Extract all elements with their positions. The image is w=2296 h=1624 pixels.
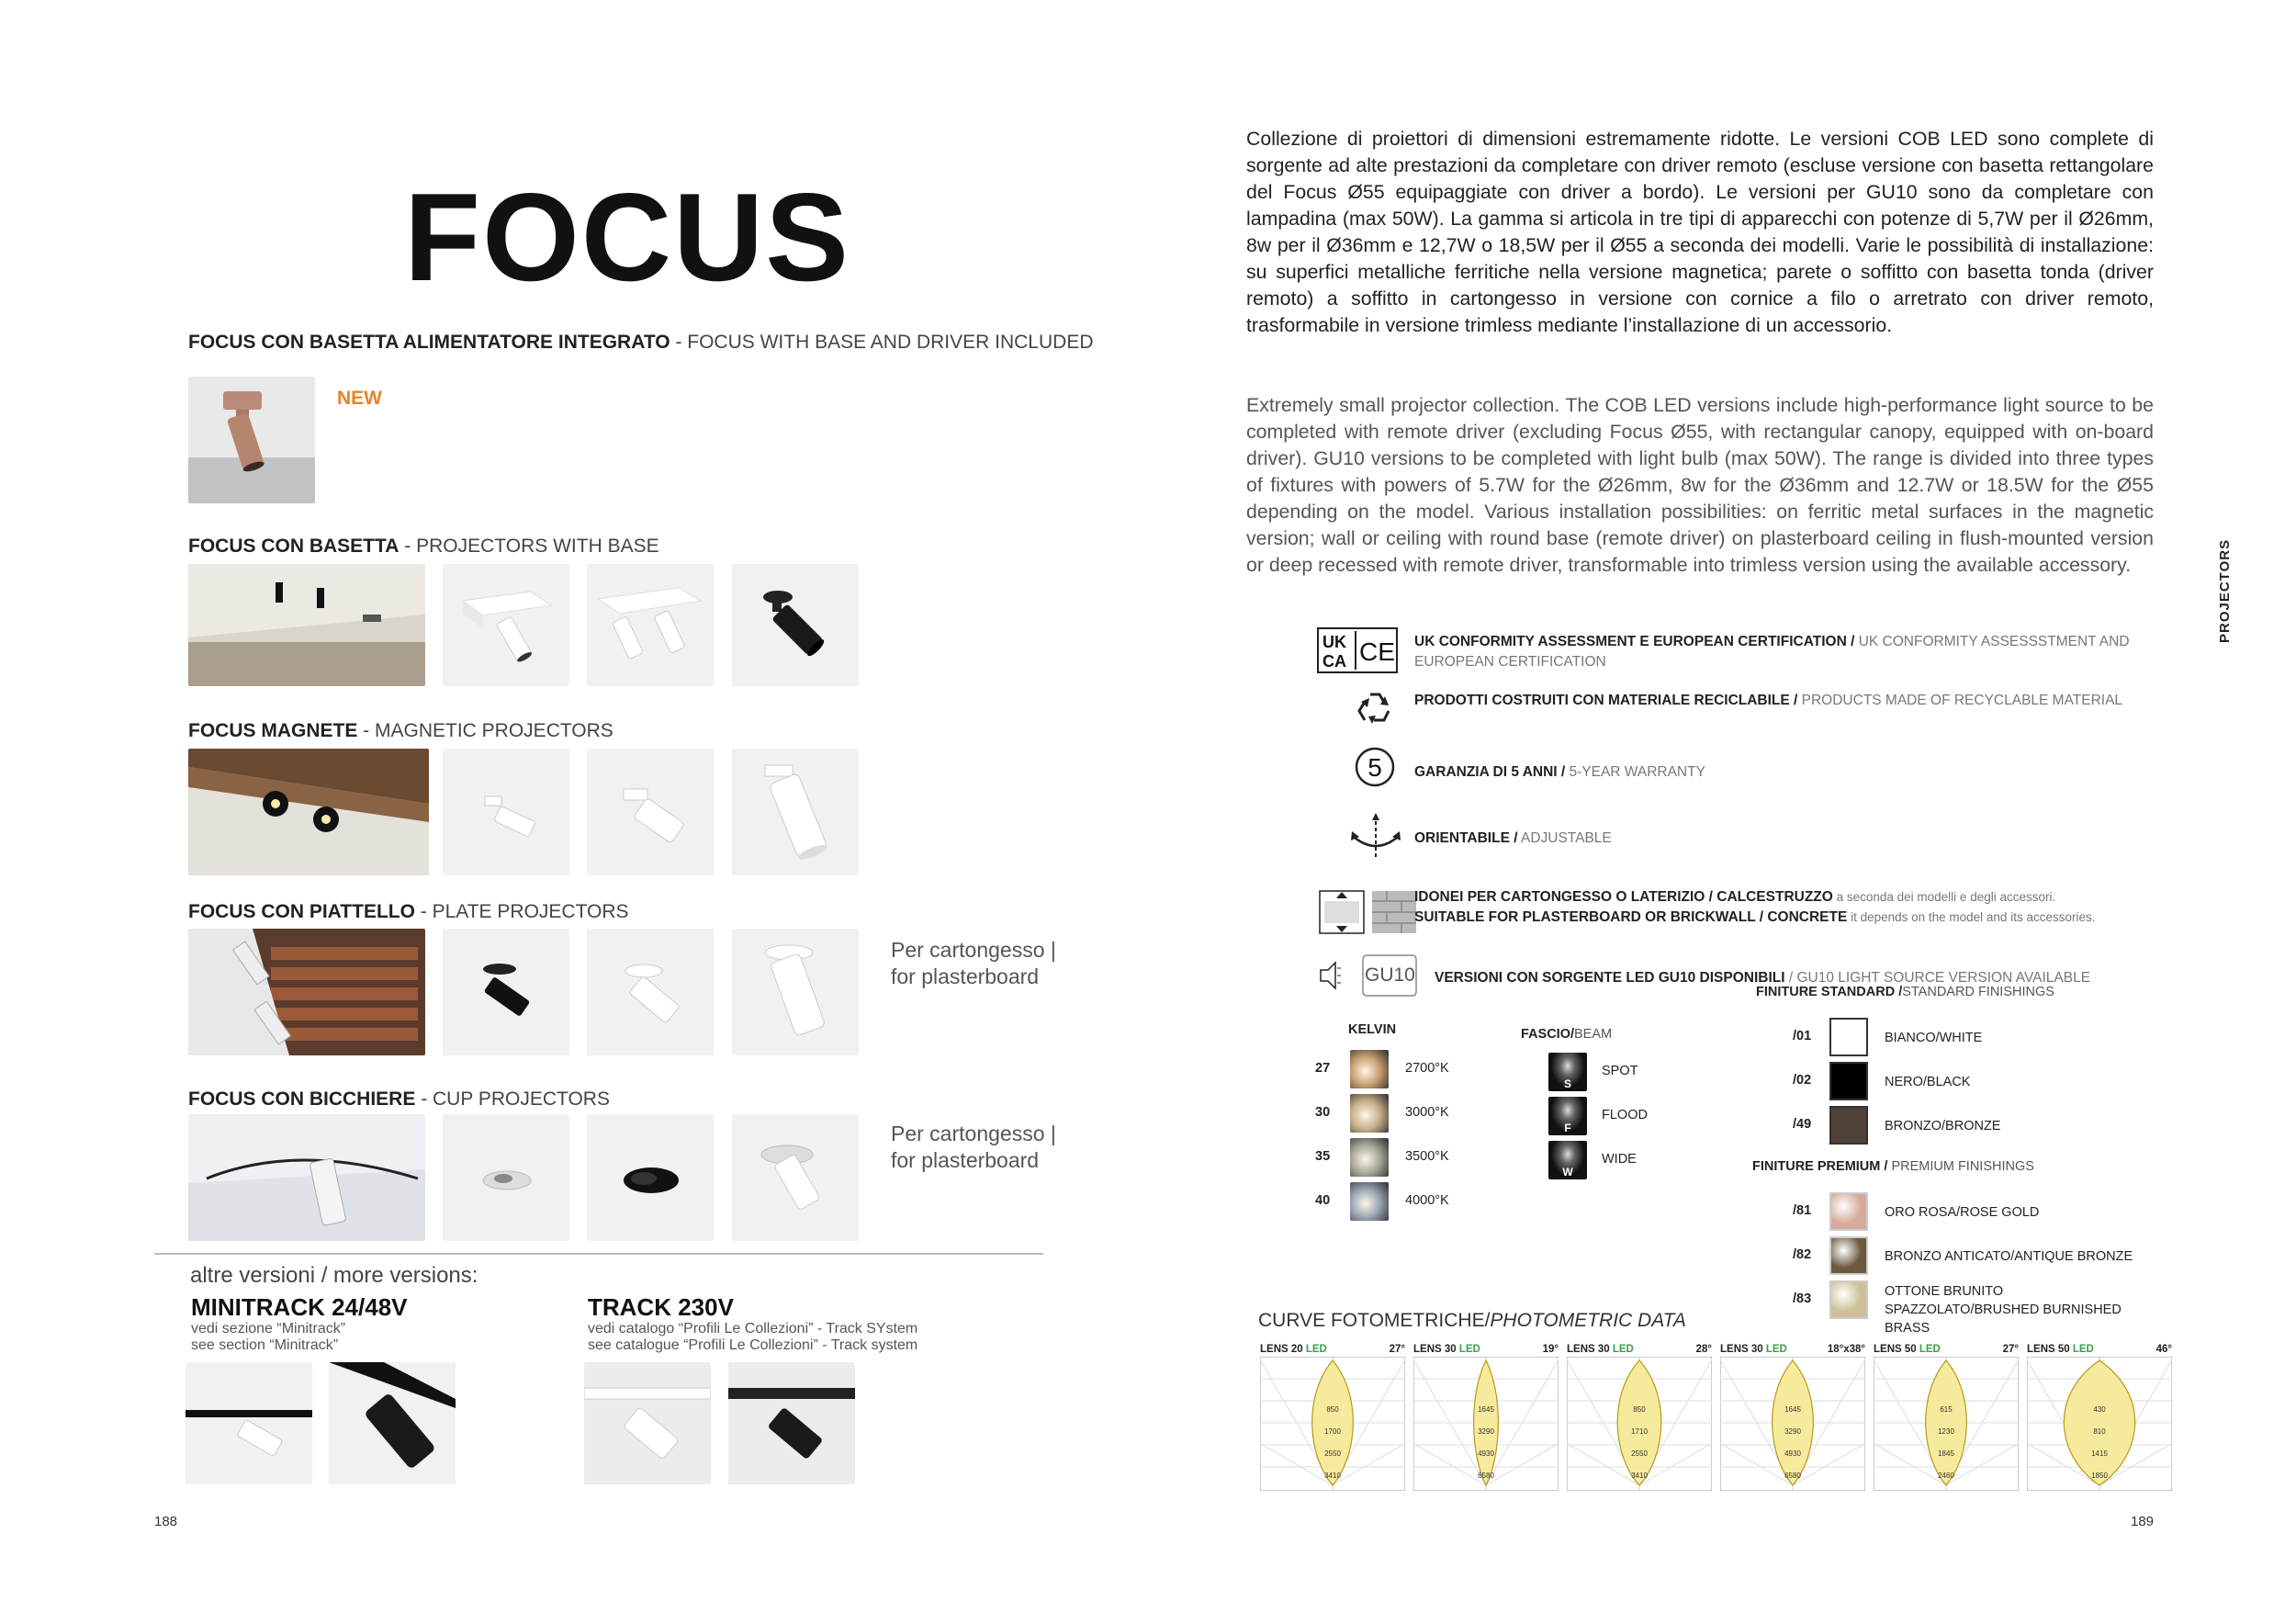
photometric-curve: [1567, 1344, 1712, 1491]
svg-text:CE: CE: [1359, 637, 1395, 666]
curve-header: [1874, 1344, 2019, 1357]
track-ref-en: see catalogue “Profili Le Collezioni” - Track system: [588, 1337, 918, 1353]
curve-plot: [1413, 1357, 1559, 1491]
curve-led: LED: [1458, 1344, 1480, 1355]
finish-label: ORO ROSA/ROSE GOLD: [1885, 1205, 2040, 1220]
premium-finishes-title: FINITURE PREMIUM / PREMIUM FINISHINGS: [1752, 1159, 2034, 1174]
svg-text:5: 5: [1367, 753, 1382, 782]
product-photo-base-black[interactable]: [732, 564, 859, 686]
curve-led: LED: [1919, 1344, 1941, 1355]
product-photo-cup-small[interactable]: [443, 1114, 569, 1241]
product-photo-plate-large[interactable]: [732, 929, 859, 1055]
curve-angle: 18°x38°: [1827, 1344, 1865, 1355]
feature-gu10: VERSIONI CON SORGENTE LED GU10 DISPONIBILI / GU10 LIGHT SOURCE VERSION AVAILABLE: [1435, 970, 2091, 986]
product-photo-track-white[interactable]: [584, 1362, 711, 1484]
finish-code: /83: [1793, 1291, 1812, 1306]
beam-letter: F: [1564, 1122, 1571, 1134]
recycle-icon: [1354, 687, 1396, 729]
curve-value: 810: [2093, 1427, 2106, 1436]
curve-header: [1720, 1344, 1865, 1357]
svg-text:UK: UK: [1322, 633, 1346, 651]
kelvin-title: KELVIN: [1348, 1022, 1397, 1037]
curve-value: 1645: [1784, 1405, 1801, 1414]
finish-label: BRONZO/BRONZE: [1885, 1119, 2001, 1133]
finish-swatch[interactable]: [1829, 1280, 1868, 1319]
finish-swatch[interactable]: [1829, 1236, 1868, 1275]
curve-value: 4930: [1478, 1449, 1494, 1458]
curve-header: [2027, 1344, 2172, 1357]
finish-code: /81: [1793, 1203, 1812, 1218]
product-photo-plate-black[interactable]: [443, 929, 569, 1055]
product-photo-integrated-driver[interactable]: [188, 377, 315, 503]
page-title: FOCUS: [404, 167, 850, 307]
feature-ukca: UK CONFORMITY ASSESSMENT E EUROPEAN CERTIFICATION / UK CONFORMITY ASSESSSTMENT AND EUROPEAN CERTIFICATION: [1414, 634, 2130, 670]
new-badge: NEW: [337, 388, 382, 409]
product-photo-magnetic-small[interactable]: [443, 749, 569, 875]
beam-icon[interactable]: [1548, 1097, 1587, 1135]
curve-value: 3410: [1631, 1472, 1648, 1480]
kelvin-label: 4000°K: [1405, 1193, 1449, 1208]
kelvin-code: 30: [1315, 1105, 1331, 1120]
curve-plot: [2027, 1357, 2172, 1491]
curve-header: [1260, 1344, 1405, 1357]
curve-value: 1710: [1631, 1427, 1648, 1436]
curve-angle: 46°: [2155, 1344, 2172, 1355]
curve-value: 6580: [1784, 1472, 1801, 1480]
ambient-photo-plate[interactable]: [188, 929, 425, 1055]
warranty-5-icon: [1354, 746, 1396, 788]
kelvin-swatch[interactable]: [1350, 1182, 1389, 1221]
product-photo-minitrack-black[interactable]: [329, 1362, 456, 1484]
curve-value: 1845: [1938, 1449, 1954, 1458]
curve-value: 3290: [1478, 1427, 1494, 1436]
minitrack-ref-en: see section “Minitrack”: [191, 1337, 339, 1353]
svg-text:CA: CA: [1322, 652, 1346, 671]
finish-swatch[interactable]: [1829, 1062, 1868, 1100]
section-heading-cup: FOCUS CON BICCHIERE - CUP PROJECTORS: [188, 1088, 610, 1110]
curve-angle: 19°: [1542, 1344, 1559, 1355]
finish-label: BIANCO/WHITE: [1885, 1031, 1983, 1045]
product-photo-minitrack-white[interactable]: [186, 1362, 312, 1484]
curve-value: 615: [1940, 1405, 1953, 1414]
curve-value: 6580: [1478, 1472, 1494, 1480]
feature-adjustable: ORIENTABILE / ADJUSTABLE: [1414, 830, 1612, 846]
curve-value: 850: [1633, 1405, 1646, 1414]
finish-code: /49: [1793, 1117, 1812, 1132]
product-photo-plate-white[interactable]: [587, 929, 714, 1055]
photometric-curve: [1874, 1344, 2019, 1491]
curve-angle: 27°: [2002, 1344, 2019, 1355]
section-heading-base: FOCUS CON BASETTA - PROJECTORS WITH BASE: [188, 536, 659, 557]
kelvin-code: 40: [1315, 1193, 1331, 1208]
kelvin-label: 3000°K: [1405, 1105, 1449, 1120]
curve-lens: LENS 30: [1413, 1344, 1459, 1355]
finish-code: /82: [1793, 1247, 1812, 1262]
curve-header: [1567, 1344, 1712, 1357]
standard-finishes-title: FINITURE STANDARD /STANDARD FINISHINGS: [1756, 985, 2054, 999]
feature-recyclable: PRODOTTI COSTRUITI CON MATERIALE RECICLABILE / PRODUCTS MADE OF RECYCLABLE MATERIAL: [1414, 693, 2123, 708]
curve-value: 1700: [1324, 1427, 1341, 1436]
curve-plot: [1260, 1357, 1405, 1491]
minitrack-ref-it: vedi sezione “Minitrack”: [191, 1321, 346, 1336]
curve-plot: [1874, 1357, 2019, 1491]
curve-value: 1415: [2091, 1449, 2108, 1458]
finish-swatch[interactable]: [1829, 1106, 1868, 1145]
curve-value: 430: [2093, 1405, 2106, 1414]
curve-value: 3410: [1324, 1472, 1341, 1480]
photometric-curve: [1260, 1344, 1405, 1491]
photometric-curve: [1720, 1344, 1865, 1491]
product-photo-base-single[interactable]: [443, 564, 569, 686]
kelvin-label: 3500°K: [1405, 1149, 1449, 1164]
page-number-right: 189: [2131, 1514, 2155, 1529]
finish-code: /01: [1793, 1029, 1812, 1043]
beam-letter: S: [1563, 1077, 1571, 1090]
minitrack-title: MINITRACK 24/48V: [191, 1293, 408, 1321]
gu10-icon-label: GU10: [1365, 964, 1415, 986]
product-photo-cup-black[interactable]: [587, 1114, 714, 1241]
cup-plasterboard-note: Per cartongesso | for plasterboard: [891, 1122, 1056, 1172]
feature-installation: IDONEI PER CARTONGESSO O LATERIZIO / CALCESTRUZZO a seconda dei modelli e degli accessori. SUITABLE FOR PLASTERBOARD OR BRICKWALL / CONCRETE it depends on the model and its accessories.: [1414, 889, 2096, 925]
product-photo-base-double[interactable]: [587, 564, 714, 686]
kelvin-swatch[interactable]: [1350, 1050, 1389, 1088]
more-versions-label: altre versioni / more versions:: [190, 1263, 478, 1288]
beam-label: FLOOD: [1602, 1108, 1648, 1122]
section-heading-magnetic: FOCUS MAGNETE - MAGNETIC PROJECTORS: [188, 720, 613, 741]
beam-label: SPOT: [1602, 1064, 1638, 1078]
adjustable-icon: [1348, 813, 1403, 861]
finish-label: OTTONE BRUNITO SPAZZOLATO/BRUSHED BURNISHED BRASS: [1885, 1284, 2122, 1336]
curve-lens: LENS 20: [1260, 1344, 1306, 1355]
track-ref-it: vedi catalogo “Profili Le Collezioni” - Track SYstem: [588, 1321, 918, 1336]
section-heading-plate: FOCUS CON PIATTELLO - PLATE PROJECTORS: [188, 901, 629, 922]
curve-lens: LENS 30: [1567, 1344, 1613, 1355]
product-photo-track-black[interactable]: [728, 1362, 855, 1484]
photometric-curve: [1413, 1344, 1559, 1491]
finish-swatch[interactable]: [1829, 1018, 1868, 1056]
curve-led: LED: [2072, 1344, 2094, 1355]
more-versions-divider: [154, 1253, 1043, 1255]
curve-led: LED: [1305, 1344, 1327, 1355]
finish-label: BRONZO ANTICATO/ANTIQUE BRONZE: [1885, 1249, 2133, 1264]
curve-plot: [1567, 1357, 1712, 1491]
ambient-photo-cup[interactable]: [188, 1114, 425, 1241]
section-heading-integrated-driver: FOCUS CON BASETTA ALIMENTATORE INTEGRATO - FOCUS WITH BASE AND DRIVER INCLUDED: [188, 332, 1094, 353]
kelvin-code: 35: [1315, 1149, 1331, 1164]
description-english: Extremely small projector collection. The COB LED versions include high-performance light source to be completed with remote driver (excluding Focus Ø55, with rectangular canopy, equipped with on-board driver). GU10 versions to be completed with light bulb (max 50W). The range is divided into three types of fixtures with powers of 5.7W for the Ø26mm, 8w for the Ø36mm and 12.7W or 18.5W for the Ø55 depending on the model. Various installation possibilities: on ferritic metal surfaces in the magnetic version; wall or ceiling with round base (remote driver) on plasterboard ceiling in flush-mounted version or deep recessed with remote driver, transformable into trimless version using the available accessory.: [1246, 394, 2154, 576]
ukca-ce-icon: [1317, 627, 1398, 673]
curve-value: 4930: [1784, 1449, 1801, 1458]
curve-led: LED: [1612, 1344, 1634, 1355]
curve-lens: LENS 50: [2027, 1344, 2073, 1355]
beam-icon[interactable]: [1548, 1141, 1587, 1179]
curve-value: 1850: [2091, 1472, 2108, 1480]
feature-warranty: GARANZIA DI 5 ANNI / 5-YEAR WARRANTY: [1414, 764, 1705, 780]
finish-code: /02: [1793, 1073, 1812, 1088]
curve-lens: LENS 30: [1720, 1344, 1766, 1355]
curve-plot: [1720, 1357, 1865, 1491]
curve-value: 1645: [1478, 1405, 1494, 1414]
photometric-curve: [2027, 1344, 2172, 1491]
curve-header: [1413, 1344, 1559, 1357]
finish-label: NERO/BLACK: [1885, 1075, 1971, 1089]
product-photo-cup-large[interactable]: [732, 1114, 859, 1241]
beam-label: WIDE: [1602, 1152, 1637, 1167]
ambient-photo-magnetic[interactable]: [188, 749, 429, 875]
page-number-left: 188: [154, 1514, 178, 1529]
curve-lens: LENS 50: [1874, 1344, 1919, 1355]
track-title: TRACK 230V: [588, 1293, 734, 1321]
curve-led: LED: [1765, 1344, 1787, 1355]
curve-value: 3290: [1784, 1427, 1801, 1436]
ambient-photo-base[interactable]: [188, 564, 425, 686]
beam-letter: W: [1562, 1166, 1573, 1179]
beam-icon[interactable]: [1548, 1053, 1587, 1091]
finish-swatch[interactable]: [1829, 1192, 1868, 1231]
kelvin-swatch[interactable]: [1350, 1094, 1389, 1133]
product-photo-magnetic-medium[interactable]: [587, 749, 714, 875]
description-italian: Collezione di proiettori di dimensioni estremamente ridotte. Le versioni COB LED sono complete di sorgente ad alte prestazioni da completare con driver remoto (escluse versione con basetta rettangolare del Focus Ø55 equipaggiate con driver a bordo). Le versioni per GU10 sono da completare con lampadina (max 50W). La gamma si articola in tre tipi di apparecchi con potenze di 5,7W per il Ø26mm, 8w per il Ø36mm e 12,7W o 18,5W per il Ø55 a seconda dei modelli. Varie le possibilità di installazione: su superfici metalliche ferritiche nella versione magnetica; parete o soffitto con basetta tonda (driver remoto) a soffitto in cartongesso in versione con cornice a filo o arretrato con driver remoto, trasformabile in versione trimless mediante l’installazione di un accessorio.: [1246, 128, 2154, 336]
curve-value: 1230: [1938, 1427, 1954, 1436]
curve-value: 850: [1326, 1405, 1339, 1414]
plate-plasterboard-note: Per cartongesso | for plasterboard: [891, 938, 1056, 988]
kelvin-label: 2700°K: [1405, 1061, 1449, 1076]
curve-value: 2550: [1324, 1449, 1341, 1458]
side-label: PROJECTORS: [2217, 538, 2233, 643]
curve-value: 2460: [1938, 1472, 1954, 1480]
beam-title: FASCIO/BEAM: [1521, 1027, 1613, 1042]
product-photo-magnetic-large[interactable]: [732, 749, 859, 875]
kelvin-swatch[interactable]: [1350, 1138, 1389, 1177]
curve-value: 2550: [1631, 1449, 1648, 1458]
photometric-title: CURVE FOTOMETRICHE/PHOTOMETRIC DATA: [1258, 1310, 1686, 1331]
curve-angle: 27°: [1389, 1344, 1405, 1355]
kelvin-code: 27: [1315, 1061, 1331, 1076]
plasterboard-brick-icon: [1319, 890, 1418, 934]
curve-angle: 28°: [1695, 1344, 1712, 1355]
